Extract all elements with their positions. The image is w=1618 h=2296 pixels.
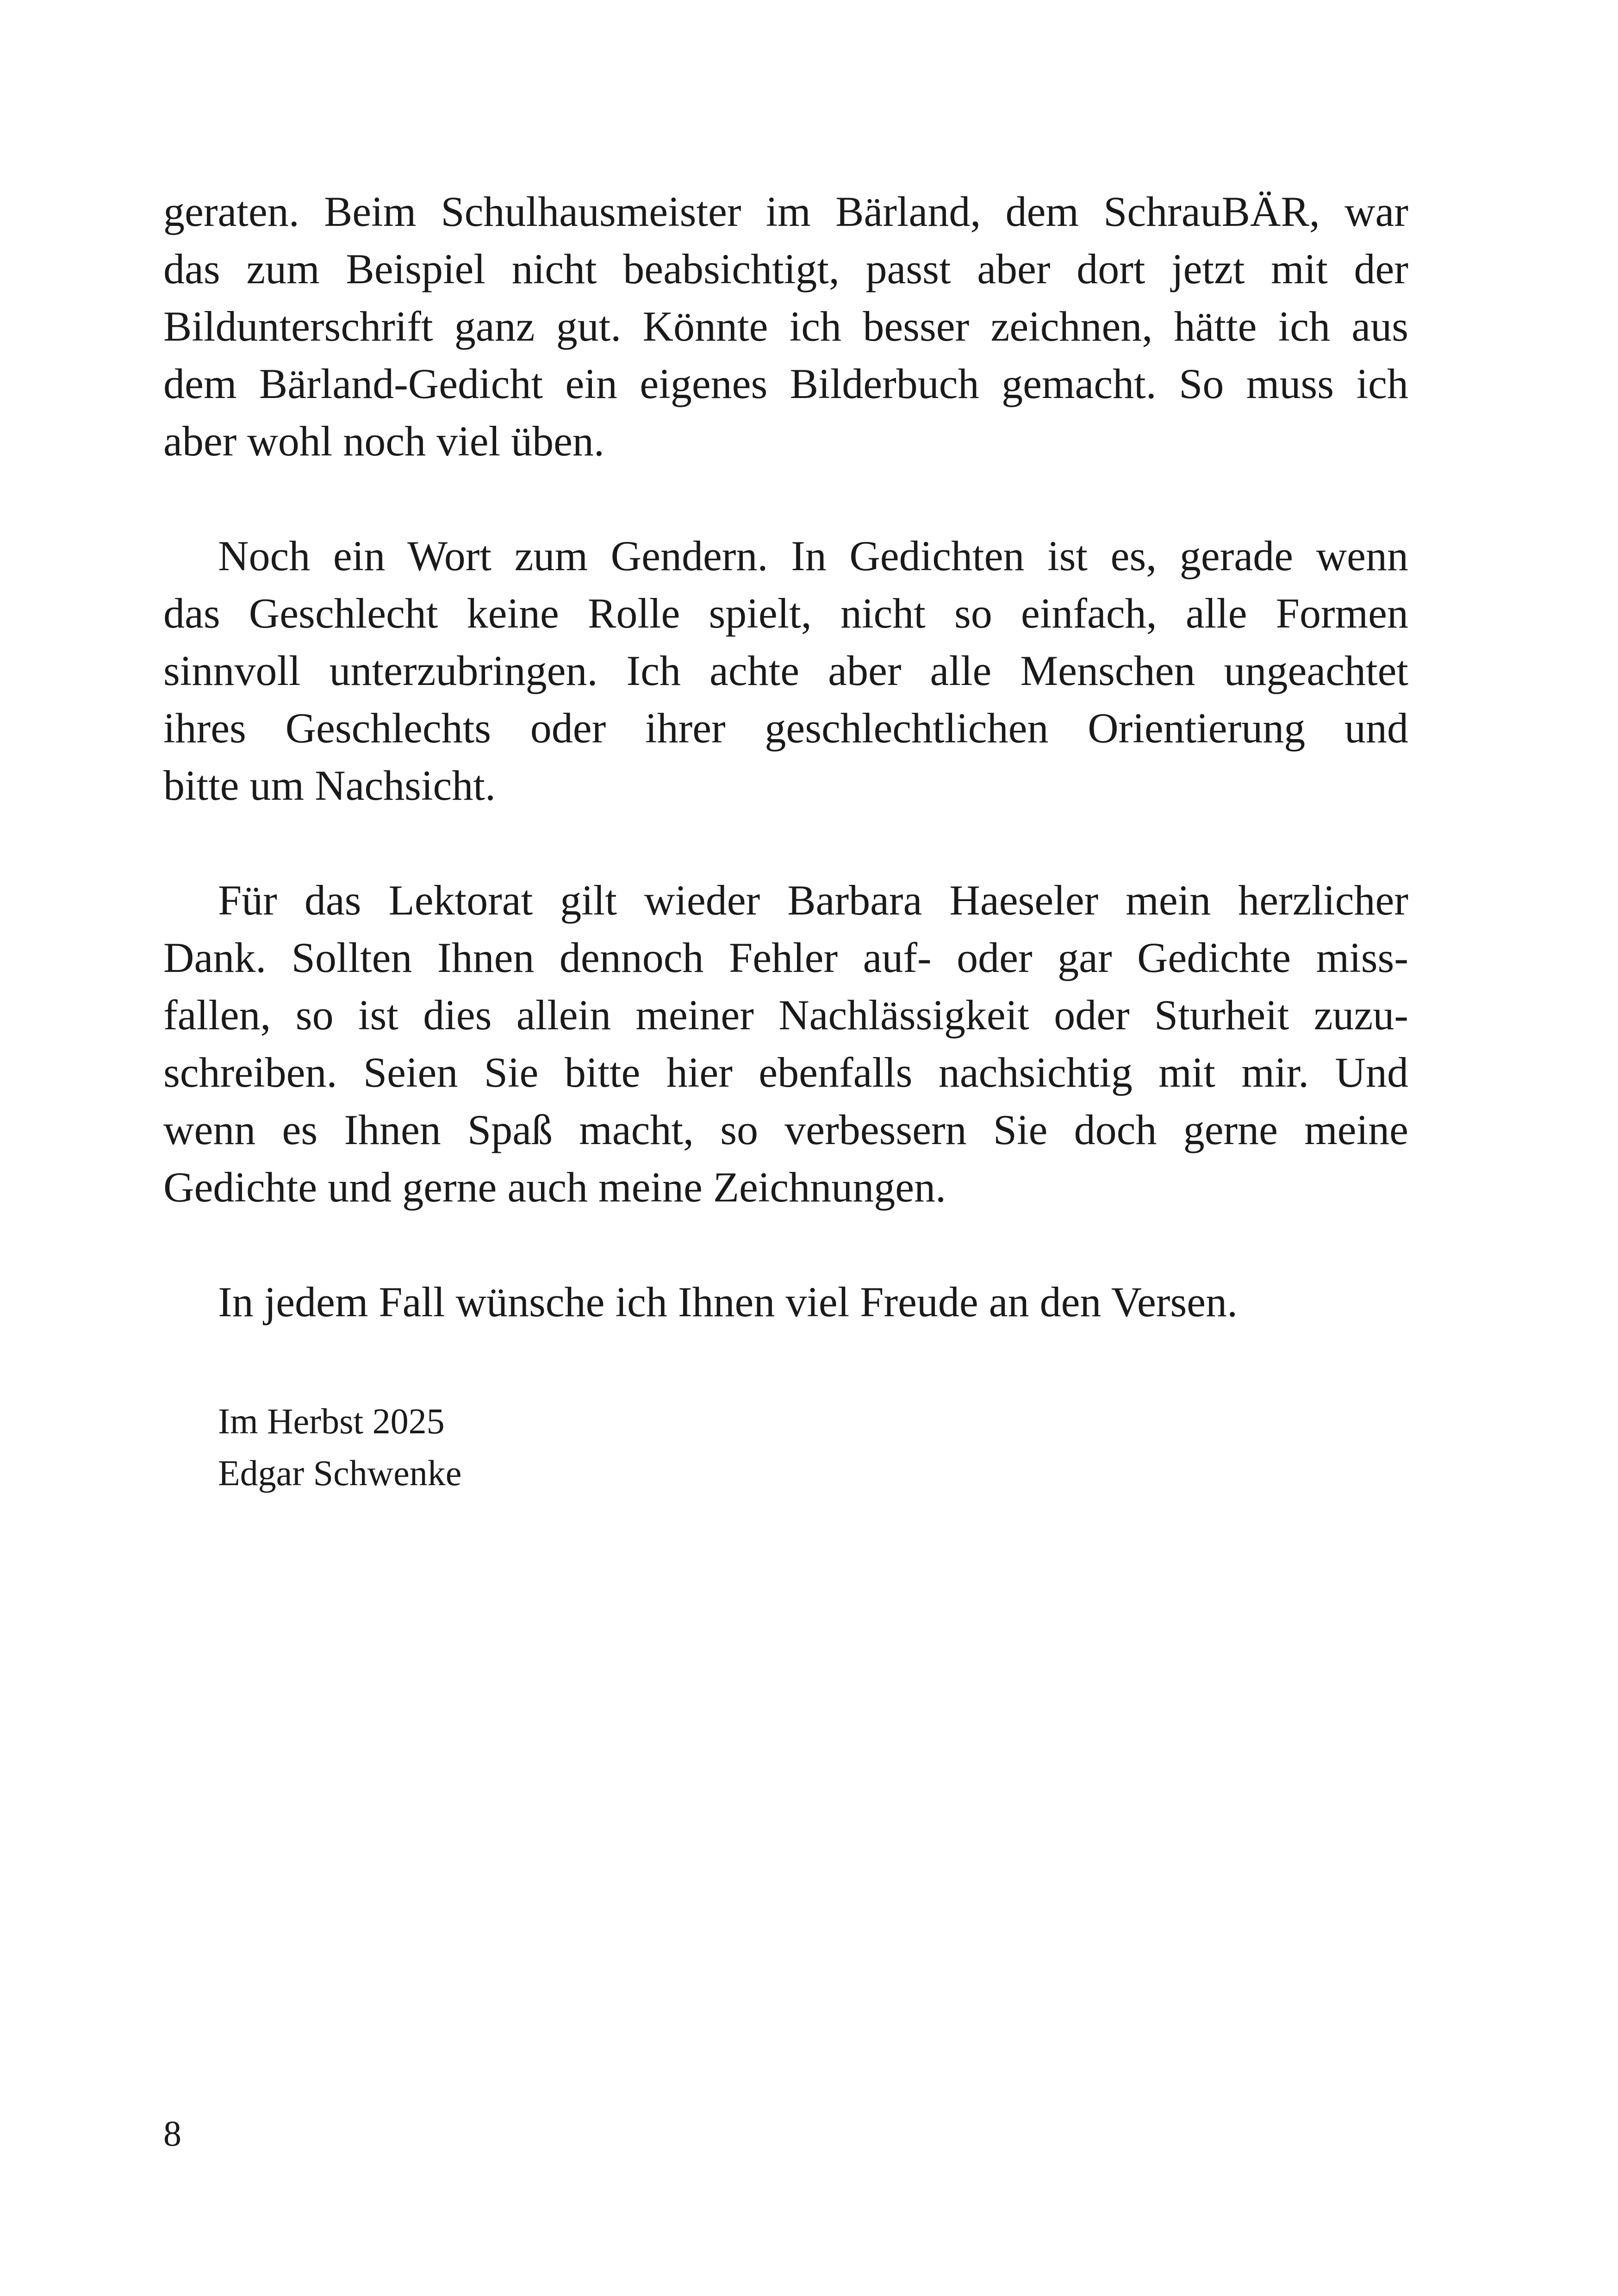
text-line: bitte um Nachsicht. [163,762,496,809]
page-number: 8 [163,2113,181,2153]
body-text [163,183,1408,1331]
text-line: fallen, so ist dies allein meiner Nachlässigkeit oder Sturheit zuzu- [163,991,1408,1039]
text-line: In jedem Fall wünsche ich Ihnen viel Freude an den Versen. [218,1278,1238,1325]
text-line: das zum Beispiel nicht beabsichtigt, passt aber dort jetzt mit der [163,245,1408,292]
text-line: das Geschlecht keine Rolle spielt, nicht so einfach, alle Formen [163,590,1408,637]
paragraph-acknowledgement [163,871,1408,1216]
text-line: aber wohl noch viel üben. [163,417,604,465]
paragraph-gendering [163,527,1408,814]
text-line: Gedichte und gerne auch meine Zeichnungen. [163,1164,946,1211]
text-line: Dank. Sollten Ihnen dennoch Fehler auf- oder gar Gedichte miss- [163,934,1408,981]
text-line: sinnvoll unterzubringen. Ich achte aber alle Menschen ungeachtet [163,647,1408,694]
text-line: dem Bärland-Gedicht ein eigenes Bilderbuch gemacht. So muss ich [163,360,1408,407]
text-line: geraten. Beim Schulhausmeister im Bärland, dem SchrauBÄR, war [163,188,1408,235]
signature-block [218,1395,461,1499]
text-line: Noch ein Wort zum Gendern. In Gedichten ist es, gerade wenn [218,532,1408,579]
text-line: Bildunterschrift ganz gut. Könnte ich besser zeichnen, hätte ich aus [163,303,1408,350]
paragraph-closing-wish [163,1273,1408,1331]
paragraph-drawings [163,183,1408,470]
text-line: Für das Lektorat gilt wieder Barbara Haeseler mein herzlicher [218,877,1408,924]
signature-author: Edgar Schwenke [218,1453,462,1493]
text-line: wenn es Ihnen Spaß macht, so verbessern Sie doch gerne meine [163,1106,1408,1153]
text-line: ihres Geschlechts oder ihrer geschlechtlichen Orientierung und [163,704,1408,752]
text-line: schreiben. Seien Sie bitte hier ebenfalls nachsichtig mit mir. Und [163,1049,1408,1096]
signature-date: Im Herbst 2025 [218,1401,445,1441]
